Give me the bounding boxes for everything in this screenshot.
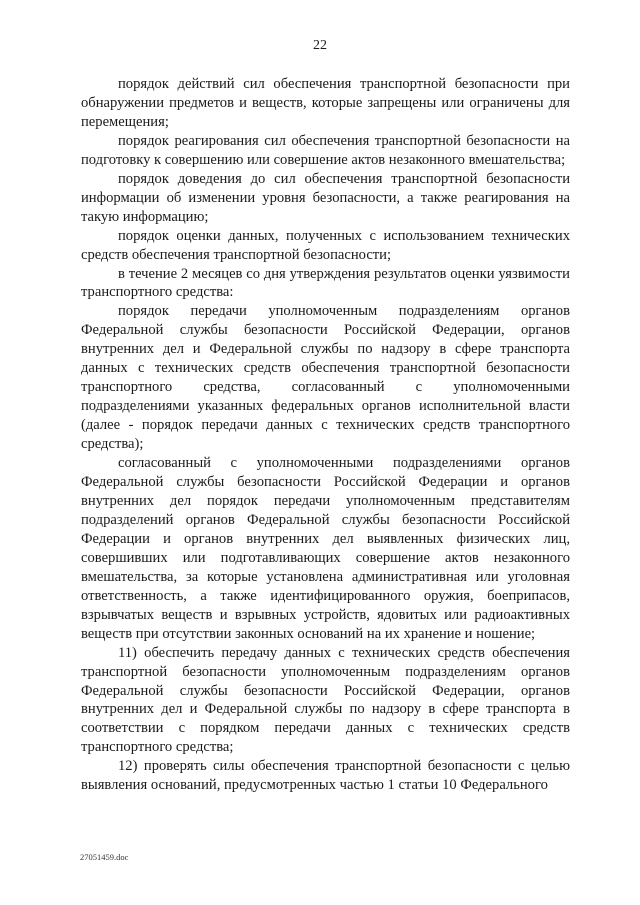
paragraph: в течение 2 месяцев со дня утверждения результатов оценки уязвимости транспортного средства: <box>81 265 570 301</box>
paragraph: 11) обеспечить передачу данных с технических средств обеспечения транспортной безопасности уполномоченным подразделениям органов Федеральной службы безопасности Российской Федерации, органов внутренних дел и Федеральной службы по надзору в сфере транспорта в соответствии с порядком передачи данных с технических средств транспортного средства; <box>81 644 570 756</box>
file-name-footer: 27051459.doc <box>80 852 129 862</box>
paragraph: согласованный с уполномоченными подразделениями органов Федеральной службы безопасности Российской Федерации и органов внутренних дел порядок передачи уполномоченным представителям подразделений органов Федеральной службы безопасности Российской Федерации и органов внутренних дел выявленных физических лиц, совершивших или подготавливающих совершение актов незаконного вмешательства, за которые установлена административная или уголовная ответственность, а также идентифицированного оружия, боеприпасов, взрывчатых веществ и взрывных устройств, ядовитых или радиоактивных веществ при отсутствии законных оснований на их хранение и ношение; <box>81 455 570 642</box>
paragraph: порядок реагирования сил обеспечения транспортной безопасности на подготовку к совершению или совершение актов незаконного вмешательства; <box>81 132 570 168</box>
paragraph: порядок передачи уполномоченным подразделениям органов Федеральной службы безопасности Российской Федерации, органов внутренних дел и Федеральной службы по надзору в сфере транспорта данных с технических средств обеспечения транспортной безопасности транспортного средства, согласованный с уполномоченными подразделениями указанных федеральных органов исполнительной власти (далее - порядок передачи данных с технических средств транспортного средства); <box>81 303 570 453</box>
document-body <box>81 75 570 795</box>
page-number: 22 <box>313 38 327 53</box>
paragraph: порядок доведения до сил обеспечения транспортной безопасности информации об изменении уровня безопасности, а также реагирования на такую информацию; <box>81 170 570 225</box>
paragraph: порядок оценки данных, полученных с использованием технических средств обеспечения транспортной безопасности; <box>81 227 570 263</box>
paragraph: порядок действий сил обеспечения транспортной безопасности при обнаружении предметов и веществ, которые запрещены или ограничены для перемещения; <box>81 76 570 130</box>
paragraph: 12) проверять силы обеспечения транспортной безопасности с целью выявления оснований, предусмотренных частью 1 статьи 10 Федерального <box>81 758 570 794</box>
